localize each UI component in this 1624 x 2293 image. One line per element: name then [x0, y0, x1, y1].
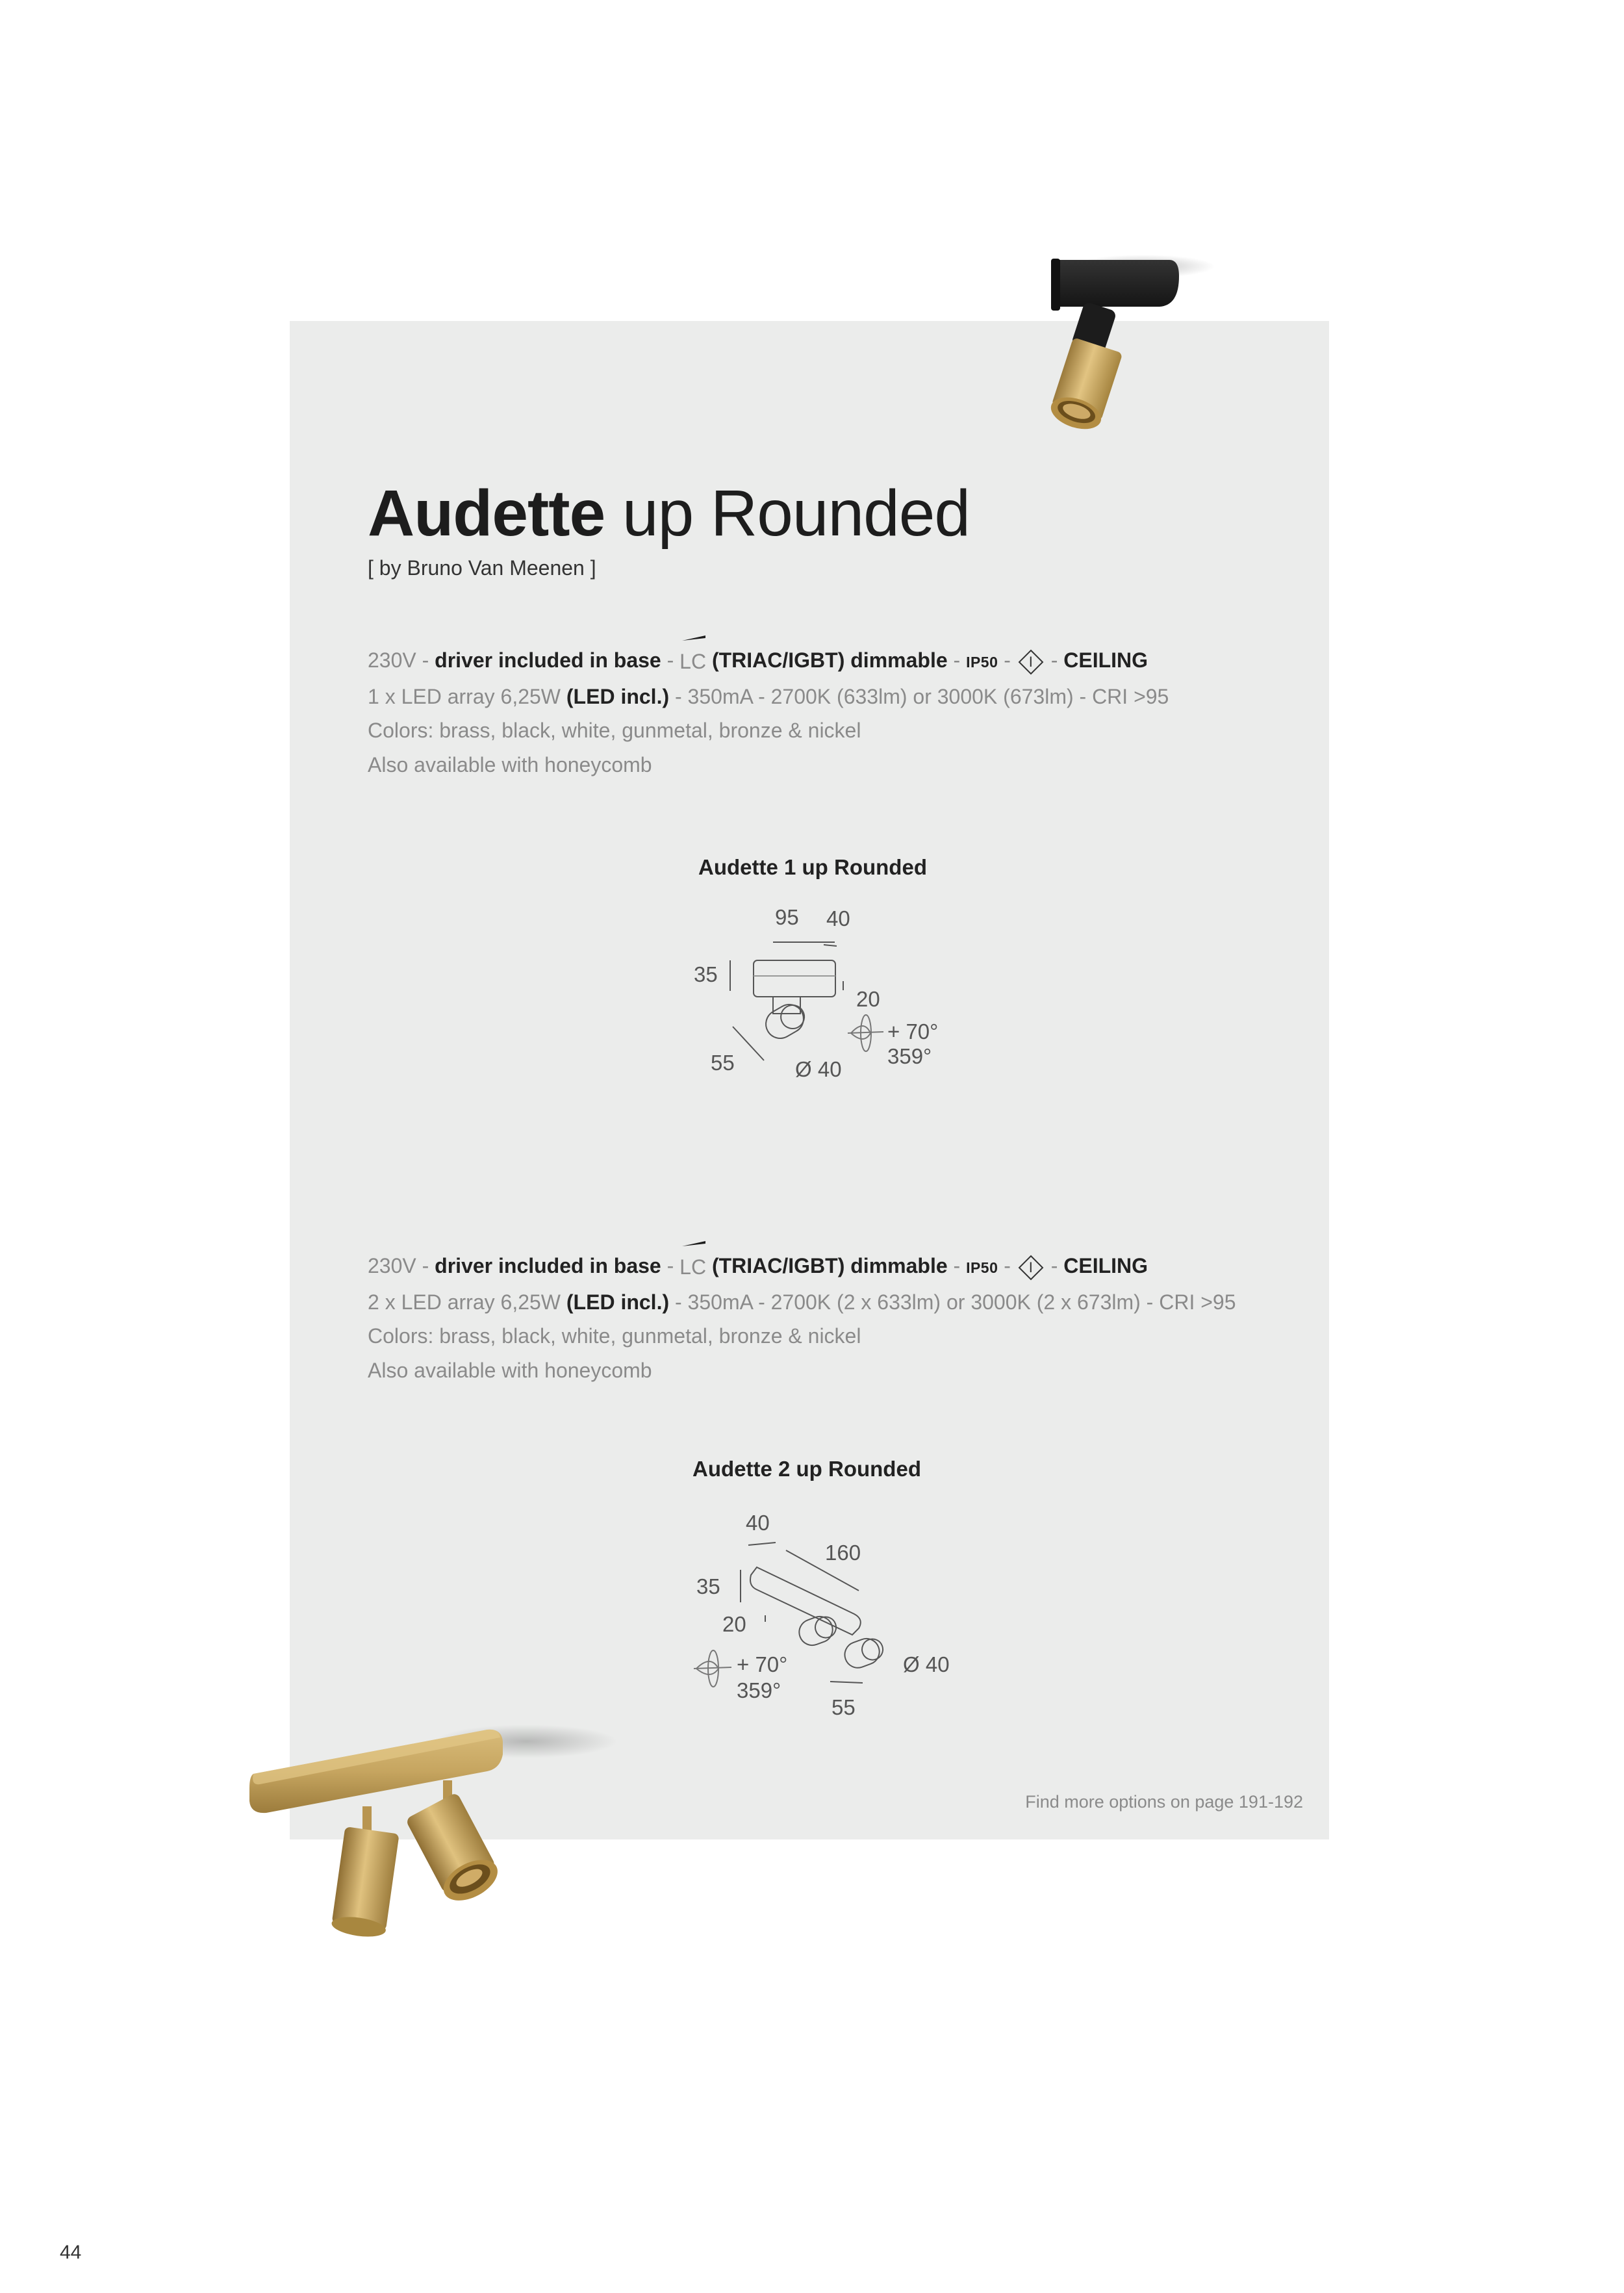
- colors-line: Colors: brass, black, white, gunmetal, bronze & nickel: [368, 719, 861, 742]
- separator: -: [953, 1254, 961, 1277]
- title-bold: Audette: [368, 477, 605, 550]
- dim-diameter: Ø 40: [903, 1652, 950, 1676]
- honeycomb-line: Also available with honeycomb: [368, 752, 652, 776]
- led-array: 1 x LED array 6,25W: [368, 684, 561, 708]
- dim-height: 35: [696, 1574, 720, 1598]
- dim-arm: 55: [711, 1051, 735, 1075]
- class-symbol-icon: I: [1017, 1253, 1045, 1282]
- dim-length: 160: [825, 1541, 861, 1565]
- ip-rating: IP50: [966, 654, 998, 671]
- voltage: 230V: [368, 648, 416, 672]
- spec-block-2: [368, 1249, 1236, 1387]
- model-2-title: Audette 2 up Rounded: [692, 1457, 921, 1481]
- voltage: 230V: [368, 1254, 416, 1277]
- dim-width: 40: [826, 906, 850, 930]
- spec-line-1: [368, 643, 1169, 680]
- dim-arm: 55: [831, 1695, 856, 1719]
- dimmable-info: (TRIAC/IGBT) dimmable: [711, 1254, 948, 1277]
- driver-info: driver included in base: [435, 648, 661, 672]
- dim-offset: 20: [856, 987, 880, 1011]
- product-photo-1-up: [1000, 247, 1215, 435]
- driver-info: driver included in base: [435, 1254, 661, 1277]
- spec-block-1: [368, 643, 1169, 782]
- dim-length: 95: [775, 905, 799, 929]
- separator: -: [953, 648, 961, 672]
- dim-tilt: + 70°: [737, 1652, 788, 1676]
- led-specs: - 350mA - 2700K (2 x 633lm) or 3000K (2 x 673lm) - CRI >95: [675, 1290, 1236, 1314]
- dim-height: 35: [694, 962, 718, 986]
- led-included: (LED incl.): [566, 684, 670, 708]
- led-included: (LED incl.): [566, 1290, 670, 1314]
- dim-diameter: Ø 40: [795, 1057, 842, 1081]
- page-number: 44: [60, 2242, 82, 2263]
- product-title: [368, 468, 970, 559]
- separator: -: [1050, 648, 1058, 672]
- separator: -: [1004, 648, 1011, 672]
- dim-tilt: + 70°: [887, 1019, 939, 1044]
- separator: -: [666, 648, 674, 672]
- ip-rating: IP50: [966, 1259, 998, 1276]
- separator: -: [1050, 1254, 1058, 1277]
- led-array: 2 x LED array 6,25W: [368, 1290, 561, 1314]
- separator: -: [422, 648, 429, 672]
- dim-rotate: 359°: [737, 1678, 781, 1702]
- colors-line: Colors: brass, black, white, gunmetal, bronze & nickel: [368, 1324, 861, 1348]
- designer-credit: [ by Bruno Van Meenen ]: [368, 556, 596, 580]
- lc-icon: LC: [679, 1250, 706, 1285]
- spec-line-2: [368, 680, 1169, 714]
- led-specs: - 350mA - 2700K (633lm) or 3000K (673lm) - CRI >95: [675, 684, 1169, 708]
- more-options-note: Find more options on page 191-192: [1025, 1792, 1303, 1812]
- mounting-type: CEILING: [1063, 1254, 1148, 1277]
- separator: -: [1004, 1254, 1011, 1277]
- dim-rotate: 359°: [887, 1044, 932, 1068]
- separator: -: [422, 1254, 429, 1277]
- dimmable-info: (TRIAC/IGBT) dimmable: [711, 648, 948, 672]
- title-rest: up Rounded: [622, 477, 970, 550]
- dim-offset: 20: [722, 1612, 746, 1636]
- dim-width: 40: [746, 1511, 770, 1535]
- lc-icon: LC: [679, 645, 706, 679]
- honeycomb-line: Also available with honeycomb: [368, 1358, 652, 1382]
- separator: -: [666, 1254, 674, 1277]
- spec-line-2: [368, 1285, 1236, 1320]
- product-photo-2-up: [240, 1715, 617, 1962]
- mounting-type: CEILING: [1063, 648, 1148, 672]
- class-symbol-icon: I: [1017, 648, 1045, 676]
- model-1-title: Audette 1 up Rounded: [698, 855, 927, 879]
- spec-line-1: [368, 1249, 1236, 1285]
